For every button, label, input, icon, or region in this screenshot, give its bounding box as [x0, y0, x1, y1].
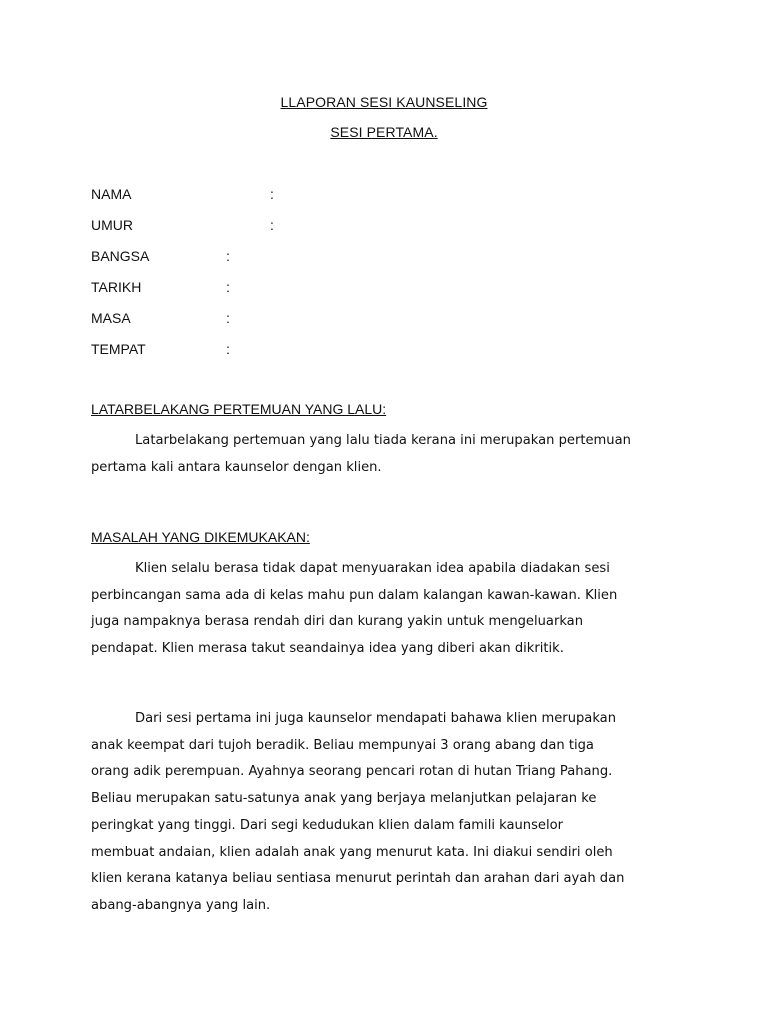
field-colon-masa: :	[226, 310, 230, 326]
section-heading-masalah: MASALAH YANG DIKEMUKAKAN:	[91, 529, 310, 545]
field-label-masa: MASA	[91, 310, 131, 326]
paragraph-masalah	[91, 556, 677, 663]
paragraph-line: abang-abangnya yang lain.	[91, 897, 271, 913]
field-colon-tarikh: :	[226, 279, 230, 295]
field-colon-umur: :	[270, 217, 274, 233]
paragraph-line: juga nampaknya berasa rendah diri dan kurang yakin untuk mengeluarkan	[91, 614, 583, 630]
section-heading-latarbelakang: LATARBELAKANG PERTEMUAN YANG LALU:	[91, 401, 387, 417]
paragraph-line: orang adik perempuan. Ayahnya seorang pencari rotan di hutan Triang Pahang.	[91, 764, 613, 780]
paragraph-line: klien kerana katanya beliau sentiasa menurut perintah dan arahan dari ayah dan	[91, 871, 625, 887]
paragraph-line: anak keempat dari tujoh beradik. Beliau mempunyai 3 orang abang dan tiga	[91, 737, 594, 753]
field-label-tarikh: TARIKH	[91, 279, 142, 295]
paragraph-line: pertama kali antara kaunselor dengan klien.	[91, 459, 382, 475]
paragraph-line: membuat andaian, klien adalah anak yang menurut kata. Ini diakui sendiri oleh	[91, 844, 613, 860]
paragraph-line: peringkat yang tinggi. Dari segi kedudukan klien dalam famili kaunselor	[91, 817, 564, 833]
field-colon-tempat: :	[226, 341, 230, 357]
paragraph-line: Klien selalu berasa tidak dapat menyuarakan idea apabila diadakan sesi	[135, 561, 610, 576]
paragraph-line: pendapat. Klien merasa takut seandainya idea yang diberi akan dikritik.	[91, 641, 564, 657]
paragraph-line: Dari sesi pertama ini juga kaunselor mendapati bahawa klien merupakan	[135, 711, 616, 726]
paragraph-line: perbincangan sama ada di kelas mahu pun dalam kalangan kawan-kawan. Klien	[91, 587, 618, 603]
field-label-tempat: TEMPAT	[91, 341, 146, 357]
paragraph-line: Beliau merupakan satu-satunya anak yang berjaya melanjutkan pelajaran ke	[91, 791, 597, 807]
field-label-umur: UMUR	[91, 217, 133, 233]
paragraph-latar-klien	[91, 706, 677, 920]
report-title: LLAPORAN SESI KAUNSELING	[280, 94, 488, 110]
paragraph-line: Latarbelakang pertemuan yang lalu tiada kerana ini merupakan pertemuan	[135, 433, 631, 448]
field-label-bangsa: BANGSA	[91, 248, 150, 264]
report-subtitle: SESI PERTAMA.	[330, 124, 438, 140]
field-colon-bangsa: :	[226, 248, 230, 264]
paragraph-latarbelakang	[91, 428, 677, 481]
field-label-nama: NAMA	[91, 186, 132, 202]
field-colon-nama: :	[270, 186, 274, 202]
